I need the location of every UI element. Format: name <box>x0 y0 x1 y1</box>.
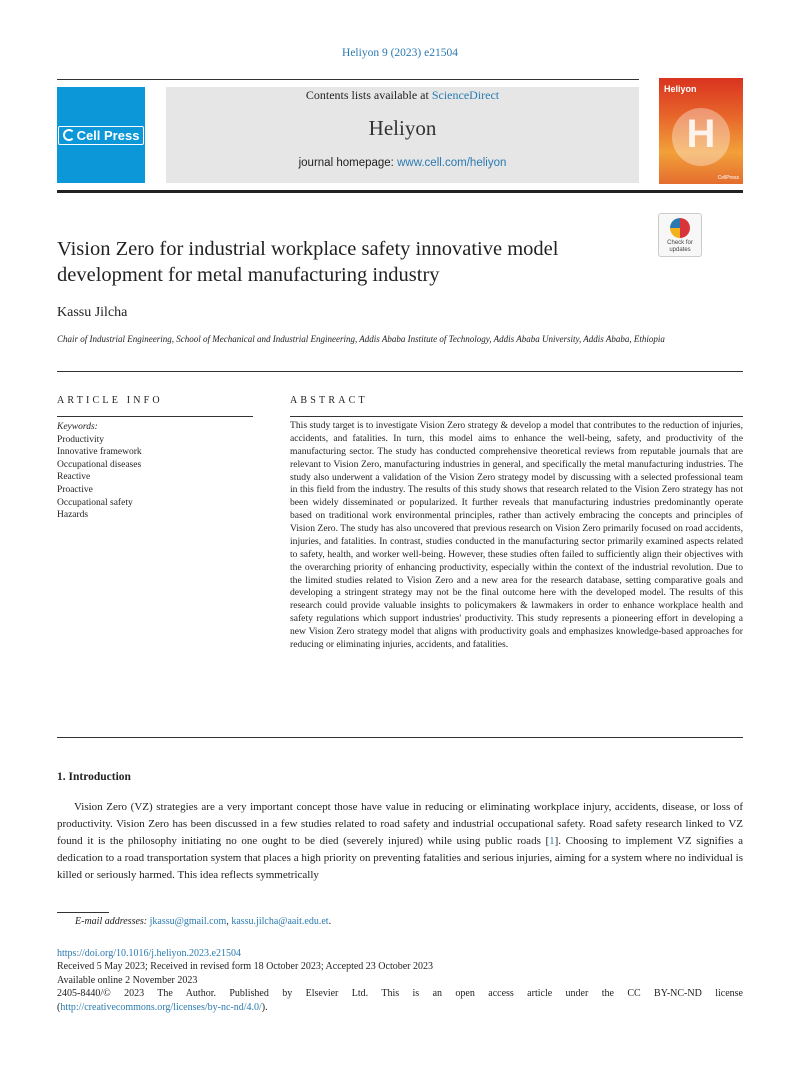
email-footnote <box>75 916 331 927</box>
check-updates-icon <box>670 218 690 238</box>
keyword-item: Hazards <box>57 510 89 521</box>
header-top-rule <box>57 79 639 80</box>
author-name[interactable]: Kassu Jilcha <box>57 305 128 320</box>
sciencedirect-link[interactable]: ScienceDirect <box>431 88 500 102</box>
cellpress-mark-icon <box>63 129 75 141</box>
article-dates: Received 5 May 2023; Received in revised form 18 October 2023; Accepted 23 October 2023 <box>57 961 434 973</box>
journal-reference[interactable]: Heliyon 9 (2023) e21504 <box>342 47 458 59</box>
email-separator: , <box>226 916 232 927</box>
keyword-item: Reactive <box>57 472 91 483</box>
keyword-item: Occupational diseases <box>57 459 142 470</box>
license-url-line <box>57 1001 743 1014</box>
intro-text-part-2: ]. Choosing to implement VZ signifies a dedication to a road transportation system that places a high priority on preventing fatalities and serious injuries, aiming for a system where no individual is killed or seriously harmed. This idea reflects symmetrically <box>57 834 743 881</box>
introduction-paragraph <box>57 799 743 884</box>
email-link-2[interactable]: kassu.jilcha@aait.edu.et <box>231 916 329 927</box>
cover-publisher: CellPress <box>717 175 739 181</box>
cellpress-logo[interactable] <box>57 87 145 183</box>
article-footer <box>57 947 743 1014</box>
section-divider <box>57 371 743 372</box>
homepage-prefix: journal homepage: <box>298 157 398 169</box>
cellpress-logo-text: Cell Press <box>76 127 140 143</box>
homepage-line <box>166 157 639 169</box>
journal-cover-image[interactable] <box>659 78 743 184</box>
check-for-updates-button[interactable] <box>658 213 702 257</box>
keyword-item: Proactive <box>57 484 93 495</box>
doi-link[interactable]: https://doi.org/10.1016/j.heliyon.2023.e21504 <box>57 948 241 959</box>
abstract-text: This study target is to investigate Vision Zero strategy & develop a model that contributes to the reduction of injuries, accidents, and fatalities. In turn, this model aims to enhance the well-being, safety, and productivity of the manufacturing sector. The study has conducted comprehensive theoretical reviews from reputable journals that are relevant to Vision Zero, manufacturing industries in general, and specifically the metal manufacturing industries. The study also underwent a validation of the Vision Zero strategy model by discussing with a selected professional team in this field from the industry. The results of this study shows that research related to the Vision Zero strategy has not been widely disseminated or popularized. It further reveals that manufacturing industries predominantly operate based on traditional work environmental principles, rather than actively embracing the concepts and principles of Vision Zero. The study has also uncovered that previous research on Vision Zero primarily focused on road accidents, injuries, and fatalities. In contrast, studies conducted in the manufacturing sector primarily examined aspects related to safety, health, and worker well-being. However, these studies often failed to sufficiently align their objectives with the overarching priority of enhancing productivity, especially within the context of the industrial revolution. Due to the limited studies related to Vision Zero and a new area for the research database, setting comparative goals and developing a stringent strategy may not be the final outcome here with the developed model. The results of this research could provide valuable insights to policymakers & lawmakers in order to enhance workplace health and safety regulations which support industries' productivity. This study represents a pioneering effort in developing a new Vision Zero strategy model that aligns with productivity goals and emphasizes knowledge-based approaches for reducing or eliminating injuries, accidents, and fatalities. <box>290 420 743 650</box>
abstract-end-rule <box>57 737 743 738</box>
header-bottom-rule <box>57 190 743 193</box>
keyword-item: Occupational safety <box>57 497 133 508</box>
keyword-item: Innovative framework <box>57 447 142 458</box>
article-info-heading: ARTICLE INFO <box>57 395 163 406</box>
footnote-rule <box>57 912 109 913</box>
article-info-rule <box>57 416 253 417</box>
license-statement: 2405-8440/© 2023 The Author. Published by Elsevier Ltd. This is an open access article under the CC BY-NC-ND license <box>57 988 743 1000</box>
homepage-link[interactable]: www.cell.com/heliyon <box>397 157 507 169</box>
license-close: ). <box>261 1001 268 1013</box>
contents-prefix: Contents lists available at <box>305 88 432 102</box>
cover-title: Heliyon <box>664 84 697 94</box>
license-link[interactable]: http://creativecommons.org/licenses/by-nc-nd/4.0/ <box>60 1001 262 1013</box>
license-open: ( <box>57 1001 61 1013</box>
journal-name: Heliyon <box>368 116 437 140</box>
abstract-rule <box>290 416 743 417</box>
journal-masthead <box>166 87 639 183</box>
intro-text-part-1: Vision Zero (VZ) strategies are a very important concept those have value in reducing or eliminating workplace injury, accidents, disease, or loss of productivity. Vision Zero has been discussed in a few studies related to road safety and industrial occupational safety. Road safety research linked to VZ found it is the philosophy initiating no one ought to be died (severely injured) while using public roads [ <box>57 801 743 847</box>
email-end: . <box>328 916 332 927</box>
cellpress-badge <box>58 126 145 145</box>
cover-h-graphic: H <box>686 112 716 156</box>
keyword-item: Productivity <box>57 434 104 445</box>
author-affiliation: Chair of Industrial Engineering, School of Mechanical and Industrial Engineering, Addis Ababa Institute of Technology, Addis Ababa University, Addis Ababa, Ethiopia <box>57 334 665 344</box>
introduction-heading: 1. Introduction <box>57 771 131 783</box>
citation-link[interactable]: 1 <box>549 834 555 847</box>
keywords-label: Keywords: <box>57 422 98 432</box>
check-updates-label: Check for updates <box>667 240 693 253</box>
email-label: E-mail addresses: <box>75 916 148 927</box>
contents-line <box>166 88 639 103</box>
online-date: Available online 2 November 2023 <box>57 974 198 986</box>
keywords-list <box>57 421 253 522</box>
abstract-heading: ABSTRACT <box>290 395 368 406</box>
email-link-1[interactable]: jkassu@gmail.com <box>149 916 227 927</box>
article-title: Vision Zero for industrial workplace safety innovative model development for metal manufacturing industry <box>57 238 559 286</box>
